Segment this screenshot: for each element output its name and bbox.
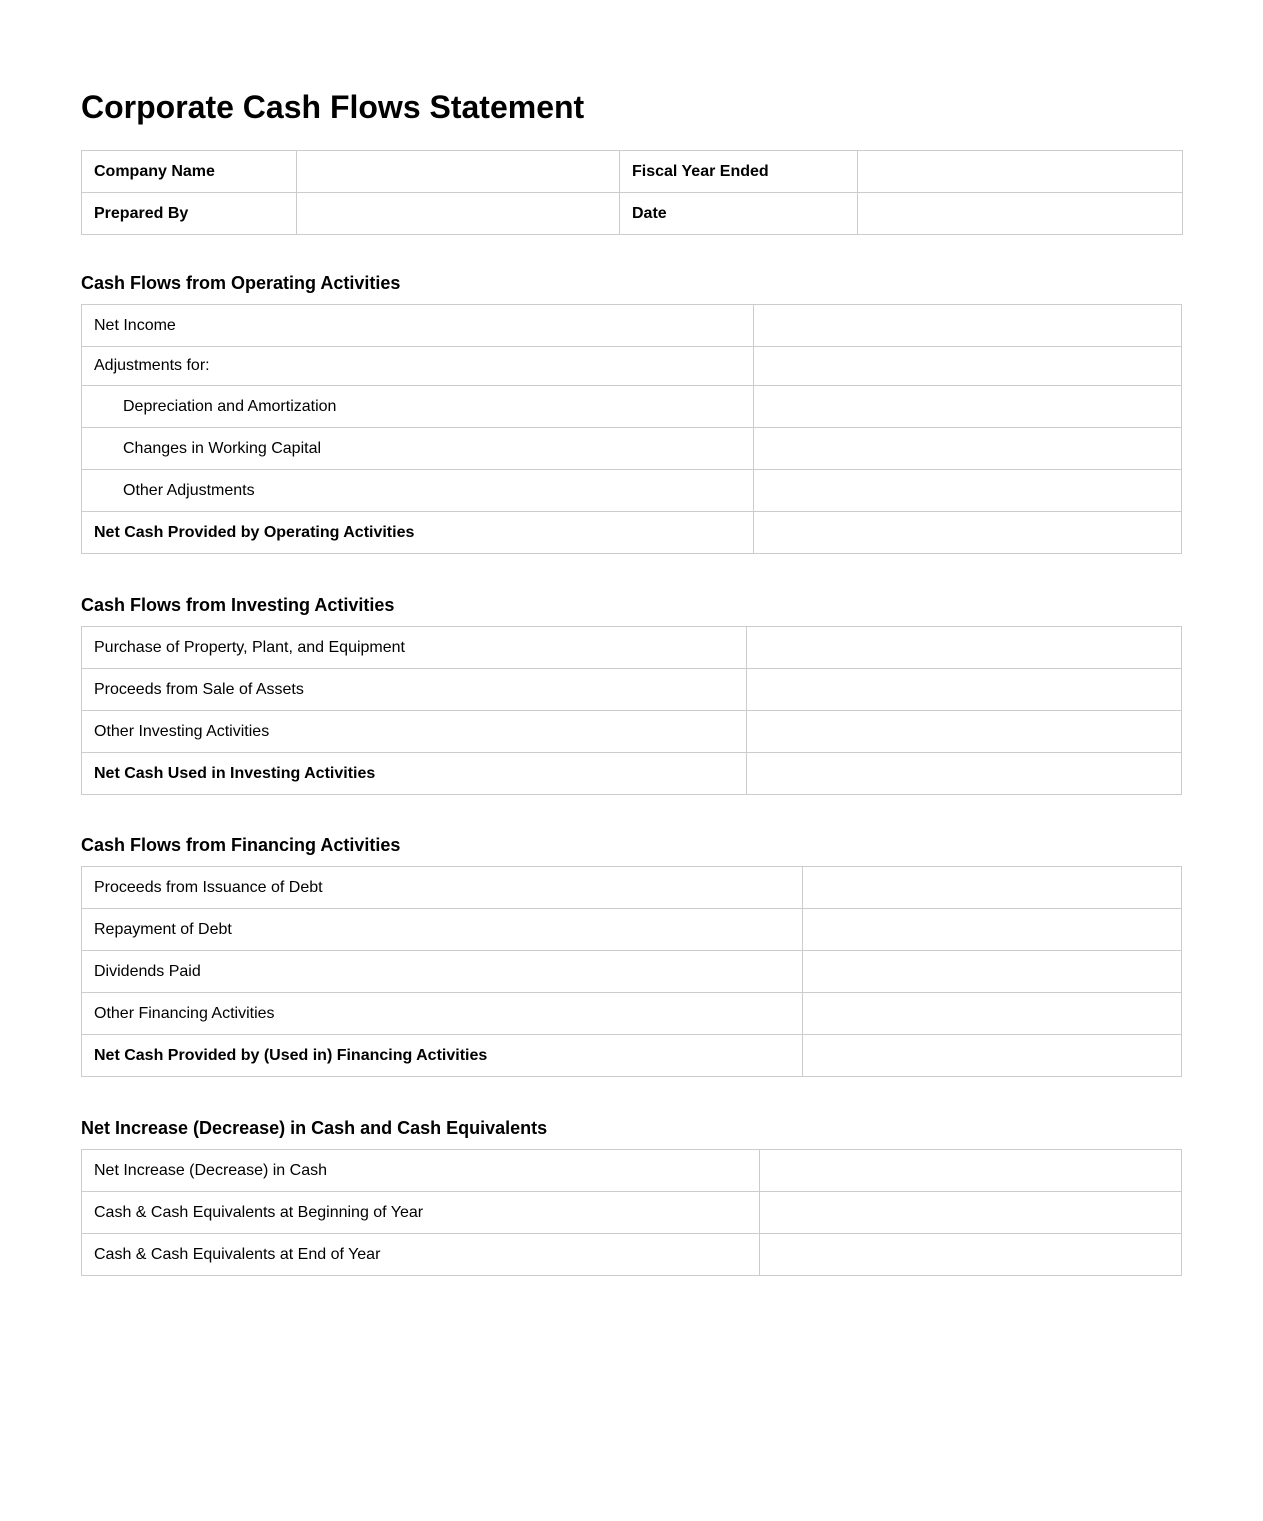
table-row (82, 951, 1182, 993)
page-title: Corporate Cash Flows Statement (81, 89, 585, 125)
row-label: Proceeds from Sale of Assets (82, 669, 747, 711)
company-name-label: Company Name (82, 151, 297, 193)
row-label: Other Adjustments (82, 470, 754, 512)
table-row (82, 711, 1182, 753)
header-info-table (81, 150, 1183, 235)
row-label: Depreciation and Amortization (82, 386, 754, 428)
amount-field[interactable] (760, 1192, 1182, 1234)
investing-table (81, 626, 1182, 795)
table-row (82, 428, 1182, 470)
company-name-field[interactable] (297, 151, 620, 193)
table-row (82, 1150, 1182, 1192)
table-row-total (82, 1035, 1182, 1077)
date-field[interactable] (858, 193, 1183, 235)
prepared-by-label: Prepared By (82, 193, 297, 235)
table-row-total (82, 753, 1182, 795)
amount-field[interactable] (747, 669, 1182, 711)
amount-field[interactable] (803, 867, 1182, 909)
row-label: Net Cash Provided by (Used in) Financing Activities (82, 1035, 803, 1077)
amount-field[interactable] (754, 470, 1182, 512)
row-label: Dividends Paid (82, 951, 803, 993)
row-label: Proceeds from Issuance of Debt (82, 867, 803, 909)
table-row (82, 627, 1182, 669)
amount-field[interactable] (754, 347, 1182, 386)
amount-field[interactable] (747, 711, 1182, 753)
row-label: Net Cash Provided by Operating Activities (82, 512, 754, 554)
operating-table (81, 304, 1182, 554)
amount-field[interactable] (760, 1150, 1182, 1192)
table-row (82, 305, 1182, 347)
table-row (82, 470, 1182, 512)
amount-field[interactable] (803, 993, 1182, 1035)
header-row (82, 151, 1183, 193)
financing-table (81, 866, 1182, 1077)
table-row (82, 669, 1182, 711)
row-label: Changes in Working Capital (82, 428, 754, 470)
row-label: Purchase of Property, Plant, and Equipment (82, 627, 747, 669)
row-label: Cash & Cash Equivalents at End of Year (82, 1234, 760, 1276)
table-row (82, 1192, 1182, 1234)
fiscal-year-field[interactable] (858, 151, 1183, 193)
table-row (82, 347, 1182, 386)
table-row (82, 909, 1182, 951)
table-row (82, 867, 1182, 909)
net-change-table (81, 1149, 1182, 1276)
financing-heading: Cash Flows from Financing Activities (81, 835, 401, 855)
amount-field[interactable] (754, 386, 1182, 428)
row-label: Adjustments for: (82, 347, 754, 386)
amount-field[interactable] (747, 753, 1182, 795)
row-label: Net Income (82, 305, 754, 347)
fiscal-year-label: Fiscal Year Ended (620, 151, 858, 193)
amount-field[interactable] (803, 1035, 1182, 1077)
row-label: Other Financing Activities (82, 993, 803, 1035)
prepared-by-field[interactable] (297, 193, 620, 235)
table-row-total (82, 512, 1182, 554)
table-row (82, 1234, 1182, 1276)
date-label: Date (620, 193, 858, 235)
amount-field[interactable] (754, 428, 1182, 470)
amount-field[interactable] (754, 512, 1182, 554)
amount-field[interactable] (747, 627, 1182, 669)
amount-field[interactable] (760, 1234, 1182, 1276)
net-change-heading: Net Increase (Decrease) in Cash and Cash Equivalents (81, 1118, 548, 1138)
table-row (82, 993, 1182, 1035)
row-label: Other Investing Activities (82, 711, 747, 753)
row-label: Cash & Cash Equivalents at Beginning of Year (82, 1192, 760, 1234)
row-label: Repayment of Debt (82, 909, 803, 951)
table-row (82, 386, 1182, 428)
row-label: Net Increase (Decrease) in Cash (82, 1150, 760, 1192)
operating-heading: Cash Flows from Operating Activities (81, 273, 401, 293)
investing-heading: Cash Flows from Investing Activities (81, 595, 395, 615)
amount-field[interactable] (754, 305, 1182, 347)
amount-field[interactable] (803, 909, 1182, 951)
header-row (82, 193, 1183, 235)
row-label: Net Cash Used in Investing Activities (82, 753, 747, 795)
amount-field[interactable] (803, 951, 1182, 993)
